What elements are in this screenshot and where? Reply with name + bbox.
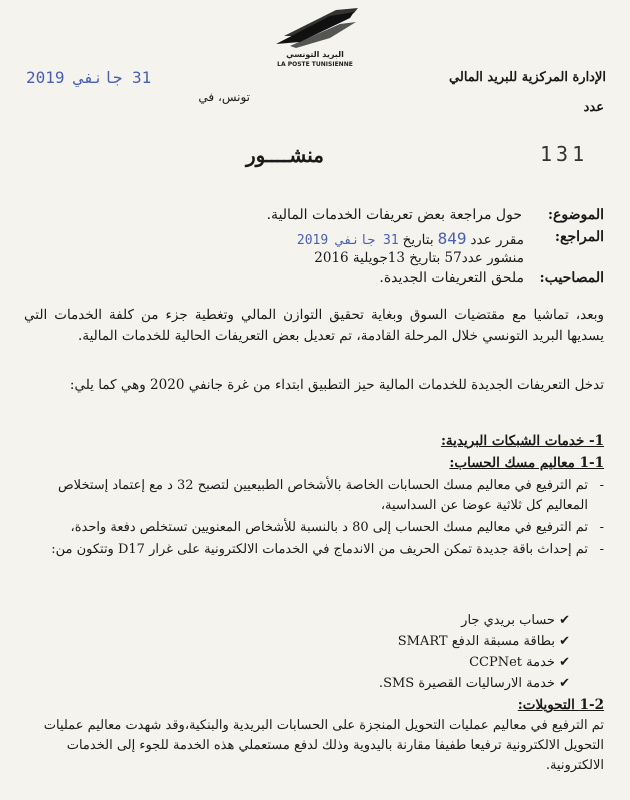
bullet-dash-icon: - <box>599 542 604 557</box>
checkmark-icon: ✔ <box>559 655 570 670</box>
place-and-date: تونس، في <box>198 90 250 104</box>
date-stamp: 31 جانفي 2019 <box>26 68 152 87</box>
issuing-department: الإدارة المركزية للبريد المالي <box>449 70 606 85</box>
bullet-dash-icon: - <box>599 478 604 493</box>
section-1-2-heading: 1-2 التحويلات: <box>517 697 604 713</box>
logo-french-text: LA POSTE TUNISIENNE <box>277 61 353 68</box>
checklist-item <box>170 673 570 694</box>
reference-2: منشور عدد57 بتاريخ 13جويلية 2016 <box>314 250 524 266</box>
fees-bullet-list <box>24 476 604 560</box>
checklist-item <box>170 652 570 673</box>
la-poste-logo <box>270 6 360 70</box>
section-1-1-heading: 1-1 معاليم مسك الحساب: <box>449 455 604 471</box>
checklist-item-text: حساب بريدي جار <box>461 613 555 628</box>
references-label: المراجع: <box>554 229 604 245</box>
attachments-value: ملحق التعريفات الجديدة. <box>379 270 524 286</box>
document-title: منشــــور <box>246 143 325 167</box>
attachments-label: المصاحيب: <box>539 270 604 286</box>
bullet-dash-icon: - <box>599 520 604 535</box>
checklist-item-text: خدمة الارساليات القصيرة SMS. <box>378 676 555 691</box>
list-item-text: تم الترفيع في معاليم مسك الحساب إلى 80 د بالنسبة للأشخاص المعنويين تستخلص دفعة واحدة، <box>70 520 588 535</box>
reference-1-date-label: بتاريخ <box>402 232 434 248</box>
number-label: عدد <box>583 100 604 115</box>
list-item <box>24 476 604 516</box>
transfers-paragraph: تم الترفيع في معاليم عمليات التحويل المنجزة على الحسابات البريدية والبنكية،وقد شهدت معاليم عمليات التحويل الالكترونية ترفيعا طفيفا مقارنة باليدوية وذلك لدفع مستعملي هذه الخدمة للجوء إلى الخدمات الالكترونية. <box>43 718 604 773</box>
reference-1-prefix: مقرر عدد <box>470 232 524 248</box>
checklist-item <box>170 631 570 652</box>
circular-number: 131 <box>540 142 589 166</box>
logo-arabic-text: البريد التونسي <box>286 50 344 59</box>
section-1-heading: 1- خدمات الشبكات البريدية: <box>440 433 604 449</box>
package-checklist <box>170 610 570 694</box>
intro-paragraph: وبعد، تماشيا مع مقتضيات السوق وبغاية تحقيق التوازن المالي وتغطية جزء من كلفة الخدمات التي يسديها البريد التونسي خلال المرحلة القادمة، تم تعديل بعض التعريفات الحالية للخدمات المالية. <box>24 307 604 344</box>
reference-1 <box>297 229 524 248</box>
checkmark-icon: ✔ <box>559 634 570 649</box>
effective-date-paragraph: تدخل التعريفات الجديدة للخدمات المالية حيز التطبيق ابتداء من غرة جانفي 2020 وهي كما يلي: <box>69 377 604 393</box>
reference-1-date: 31 جانفي 2019 <box>296 233 399 248</box>
list-item-text: تم الترفيع في معاليم مسك الحسابات الخاصة بالأشخاص الطبيعيين لتصبح 32 د مع إعتماد إستخلاص المعاليم كل ثلاثية عوضا عن السداسية، <box>57 478 588 513</box>
list-item <box>24 540 604 560</box>
reference-1-number: 849 <box>437 229 467 248</box>
checklist-item <box>170 610 570 631</box>
list-item-text: تم إحداث باقة جديدة تمكن الحريف من الاندماج في الخدمات الالكترونية على غرار D17 وتتكون من: <box>51 542 588 557</box>
checklist-item-text: بطاقة مسبقة الدفع SMART <box>397 634 555 649</box>
subject-value: حول مراجعة بعض تعريفات الخدمات المالية. <box>266 207 522 223</box>
checklist-item-text: خدمة CCPNet <box>469 655 555 670</box>
checkmark-icon: ✔ <box>559 676 570 691</box>
list-item <box>24 518 604 538</box>
checkmark-icon: ✔ <box>559 613 570 628</box>
subject-label: الموضوع: <box>547 207 604 223</box>
la-poste-logo-mark <box>270 6 360 50</box>
